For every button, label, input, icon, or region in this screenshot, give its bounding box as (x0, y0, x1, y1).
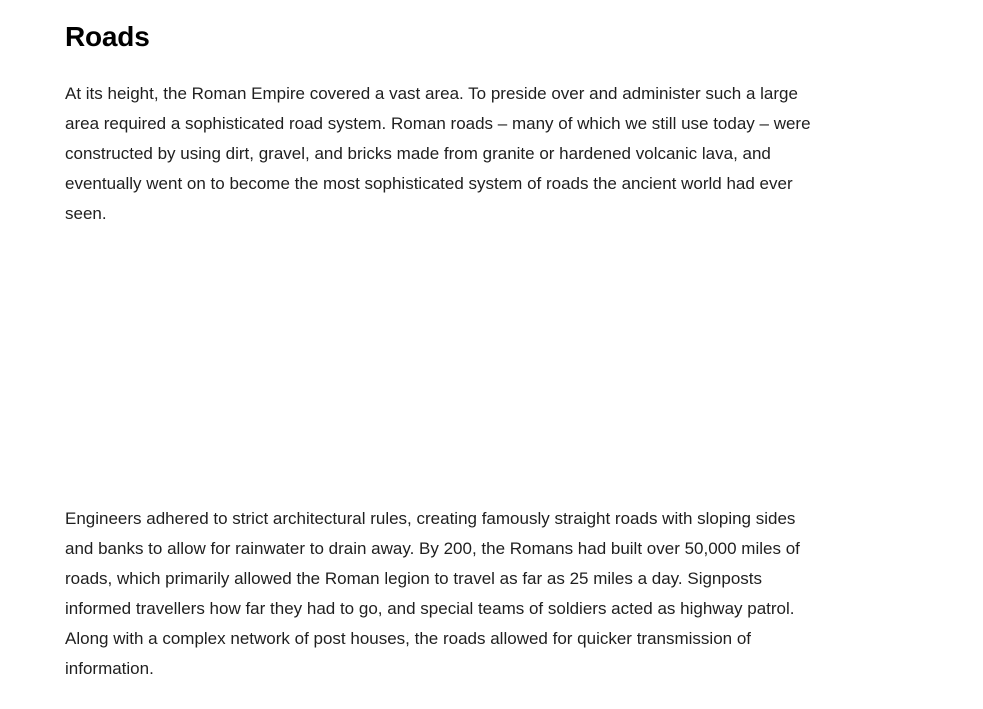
paragraph-engineering: Engineers adhered to strict architectural rules, creating famously straight roads with sloping sides and banks to allow for rainwater to drain away. By 200, the Romans had built over 50,000 miles of roads, which primarily allowed the Roman legion to travel as far as 25 miles a day. Signposts informed travellers how far they had to go, and special teams of soldiers acted as highway patrol. Along with a complex network of post houses, the roads allowed for quicker transmission of information. (65, 509, 800, 678)
embedded-media-placeholder (65, 240, 825, 490)
paragraph-intro: At its height, the Roman Empire covered a vast area. To preside over and administer such a large area required a sophisticated road system. Roman roads – many of which we still use today – were constructed by using dirt, gravel, and bricks made from granite or hardened volcanic lava, and eventually went on to become the most sophisticated system of roads the ancient world had ever seen. (65, 84, 811, 223)
section-heading: Roads (65, 21, 150, 52)
